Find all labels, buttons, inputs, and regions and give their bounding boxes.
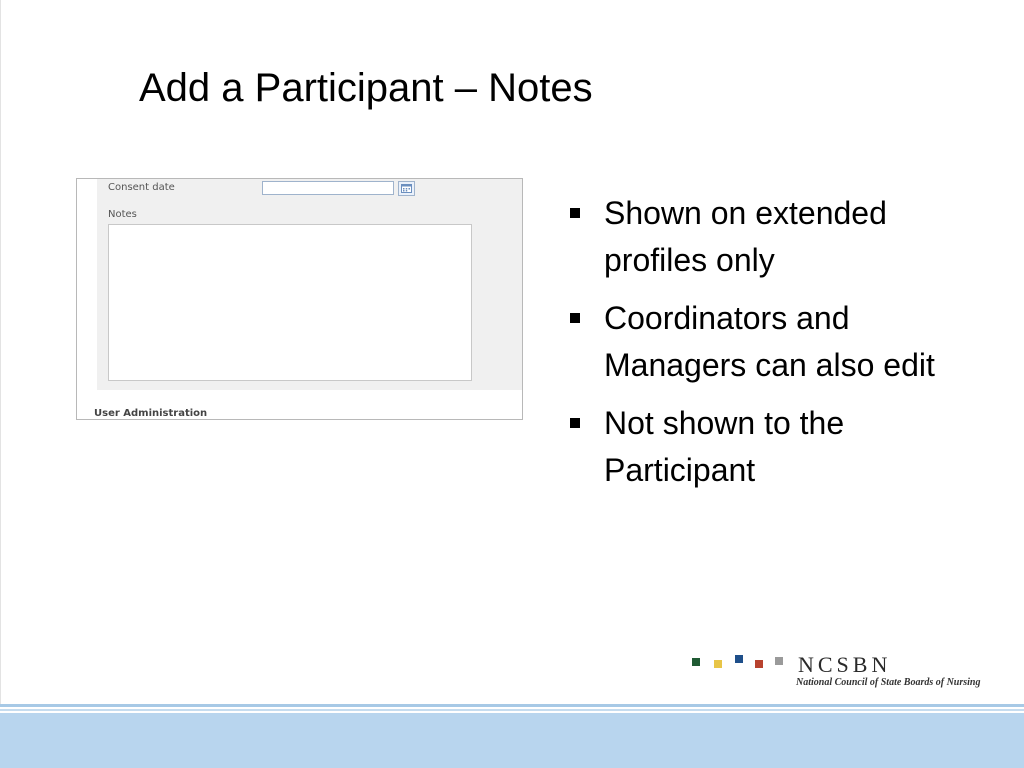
square-bullet-icon [570,313,580,323]
footer-band [0,713,1024,768]
bullet-text: Shown on extended profiles only [604,195,887,278]
logo-subtitle: National Council of State Boards of Nursing [796,677,981,688]
logo-square [755,660,763,668]
notes-textarea[interactable] [108,224,472,381]
bullet-item [568,400,988,494]
footer-line [0,709,1024,711]
form-panel [97,179,522,390]
square-bullet-icon [570,418,580,428]
consent-date-input[interactable] [262,181,394,195]
notes-label: Notes [108,209,137,220]
form-screenshot [76,178,523,420]
logo-square [714,660,722,668]
logo-square [692,658,700,666]
bullet-text: Not shown to the Participant [604,405,845,488]
bullet-item [568,190,988,284]
slide-title: Add a Participant – Notes [139,66,593,110]
ncsbn-logo [692,652,982,692]
user-administration-heading: User Administration [94,408,208,419]
logo-square [735,655,743,663]
calendar-icon [401,184,412,193]
page-edge [0,0,1,704]
bullet-item [568,295,988,389]
bullet-text: Coordinators and Managers can also edit [604,300,935,383]
logo-name: NCSBN [798,652,892,677]
consent-date-label: Consent date [108,182,175,193]
square-bullet-icon [570,208,580,218]
bullet-list [568,190,988,505]
calendar-button[interactable] [398,181,415,196]
logo-square [775,657,783,665]
footer-line [0,704,1024,707]
